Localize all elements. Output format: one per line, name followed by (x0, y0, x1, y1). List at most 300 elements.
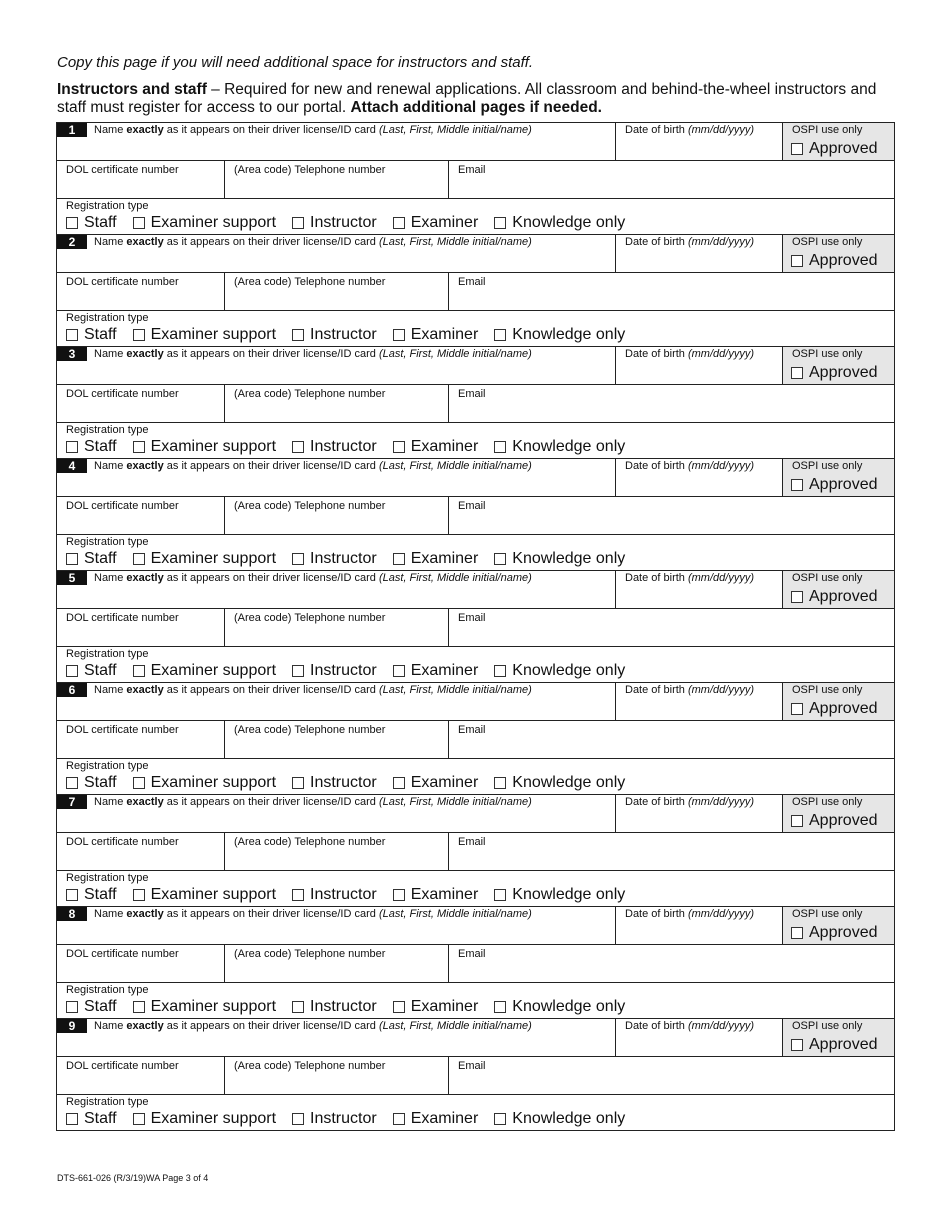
entry-row-name (57, 346, 894, 384)
dob-field[interactable] (616, 347, 783, 384)
instructor-checkbox[interactable] (292, 777, 304, 789)
name-label-pre: Name (94, 684, 127, 696)
dob-label (625, 908, 754, 920)
reg-option-instructor[interactable] (292, 886, 377, 904)
reg-option-examiner[interactable] (393, 550, 479, 568)
examiner-support-checkbox[interactable] (133, 329, 145, 341)
registration-options (66, 326, 641, 344)
name-label-mid: as it appears on their driver license/ID card (163, 908, 379, 920)
name-label-italic: (Last, First, Middle initial/name) (378, 796, 532, 808)
knowledge-only-label: Knowledge only (512, 326, 626, 343)
entry-row-contact (57, 720, 894, 758)
dol-certificate-field[interactable] (57, 945, 225, 982)
dob-label (625, 684, 754, 696)
dob-label-format: (mm/dd/yyyy) (687, 684, 754, 696)
approved-checkbox[interactable] (791, 255, 803, 267)
telephone-field[interactable] (225, 833, 449, 870)
reg-option-staff[interactable] (66, 326, 117, 344)
registration-type-label: Registration type (66, 424, 149, 436)
approved-checkbox[interactable] (791, 143, 803, 155)
intro-text: Required for new and renewal applications. All classroom and behind-the-wheel instructors and staff must register for access to our portal. (57, 81, 877, 116)
email-field[interactable] (449, 273, 894, 310)
approved-label: Approved (809, 924, 878, 941)
email-field[interactable] (449, 385, 894, 422)
staff-entry (57, 122, 894, 234)
reg-option-instructor[interactable] (292, 774, 377, 792)
approved-option[interactable] (791, 252, 878, 270)
reg-option-instructor[interactable] (292, 1110, 377, 1128)
dob-field[interactable] (616, 795, 783, 832)
dob-label (625, 796, 754, 808)
knowledge-only-checkbox[interactable] (494, 441, 506, 453)
email-label: Email (458, 724, 486, 736)
staff-label: Staff (84, 326, 117, 343)
dob-label-format: (mm/dd/yyyy) (687, 1020, 754, 1032)
knowledge-only-checkbox[interactable] (494, 889, 506, 901)
email-label: Email (458, 500, 486, 512)
knowledge-only-label: Knowledge only (512, 550, 626, 567)
name-field[interactable] (57, 795, 616, 832)
entry-row-name (57, 458, 894, 496)
reg-option-examiner-support[interactable] (133, 886, 276, 904)
staff-checkbox[interactable] (66, 329, 78, 341)
ospi-label: OSPI use only (792, 796, 863, 808)
approved-checkbox[interactable] (791, 367, 803, 379)
dob-label-format: (mm/dd/yyyy) (687, 124, 754, 136)
approved-checkbox[interactable] (791, 927, 803, 939)
registration-type-label: Registration type (66, 536, 149, 548)
knowledge-only-checkbox[interactable] (494, 217, 506, 229)
reg-option-examiner[interactable] (393, 326, 479, 344)
approved-label: Approved (809, 812, 878, 829)
name-label-italic: (Last, First, Middle initial/name) (378, 1020, 532, 1032)
examiner-checkbox[interactable] (393, 441, 405, 453)
name-label (94, 1020, 532, 1032)
registration-type-label: Registration type (66, 648, 149, 660)
dob-label (625, 348, 754, 360)
approved-option[interactable] (791, 924, 878, 942)
dob-label-text: Date of birth (625, 796, 688, 808)
instructor-checkbox[interactable] (292, 1113, 304, 1125)
entry-row-registration (57, 310, 894, 346)
approved-option[interactable] (791, 588, 878, 606)
examiner-checkbox[interactable] (393, 777, 405, 789)
name-field[interactable] (57, 907, 616, 944)
instructor-label: Instructor (310, 214, 377, 231)
examiner-support-label: Examiner support (150, 774, 277, 791)
reg-option-examiner-support[interactable] (133, 774, 276, 792)
name-label (94, 348, 532, 360)
reg-option-examiner[interactable] (393, 1110, 479, 1128)
reg-option-knowledge-only[interactable] (494, 326, 625, 344)
staff-entry (57, 234, 894, 346)
approved-checkbox[interactable] (791, 591, 803, 603)
approved-option[interactable] (791, 476, 878, 494)
dob-field[interactable] (616, 459, 783, 496)
reg-option-examiner-support[interactable] (133, 1110, 276, 1128)
email-label: Email (458, 164, 486, 176)
approved-checkbox[interactable] (791, 1039, 803, 1051)
name-field[interactable] (57, 123, 616, 160)
name-label (94, 796, 532, 808)
examiner-support-checkbox[interactable] (133, 1113, 145, 1125)
name-label-pre: Name (94, 796, 127, 808)
reg-option-examiner[interactable] (393, 214, 479, 232)
dob-label-format: (mm/dd/yyyy) (687, 572, 754, 584)
telephone-field[interactable] (225, 1057, 449, 1094)
instructor-checkbox[interactable] (292, 217, 304, 229)
approved-option[interactable] (791, 364, 878, 382)
reg-option-instructor[interactable] (292, 214, 377, 232)
intro-paragraph (57, 81, 897, 117)
approved-label: Approved (809, 476, 878, 493)
staff-checkbox[interactable] (66, 217, 78, 229)
staff-checkbox[interactable] (66, 1001, 78, 1013)
telephone-field[interactable] (225, 273, 449, 310)
name-label (94, 572, 532, 584)
dol-certificate-field[interactable] (57, 609, 225, 646)
reg-option-staff[interactable] (66, 662, 117, 680)
name-label-mid: as it appears on their driver license/ID card (163, 684, 379, 696)
staff-checkbox[interactable] (66, 441, 78, 453)
registration-options (66, 998, 641, 1016)
telephone-label: (Area code) Telephone number (234, 724, 386, 736)
instructor-checkbox[interactable] (292, 889, 304, 901)
entry-row-name (57, 1018, 894, 1056)
reg-option-knowledge-only[interactable] (494, 774, 625, 792)
examiner-support-checkbox[interactable] (133, 553, 145, 565)
reg-option-staff[interactable] (66, 550, 117, 568)
examiner-checkbox[interactable] (393, 329, 405, 341)
knowledge-only-checkbox[interactable] (494, 1113, 506, 1125)
approved-label: Approved (809, 252, 878, 269)
examiner-support-checkbox[interactable] (133, 777, 145, 789)
staff-label: Staff (84, 214, 117, 231)
entry-row-name (57, 122, 894, 160)
name-label-mid: as it appears on their driver license/ID card (163, 124, 379, 136)
examiner-checkbox[interactable] (393, 553, 405, 565)
name-label-italic: (Last, First, Middle initial/name) (378, 572, 532, 584)
examiner-checkbox[interactable] (393, 1113, 405, 1125)
telephone-label: (Area code) Telephone number (234, 948, 386, 960)
examiner-checkbox[interactable] (393, 665, 405, 677)
staff-entry (57, 794, 894, 906)
reg-option-knowledge-only[interactable] (494, 438, 625, 456)
knowledge-only-checkbox[interactable] (494, 1001, 506, 1013)
copy-note: Copy this page if you will need additional space for instructors and staff. (57, 54, 534, 71)
examiner-support-checkbox[interactable] (133, 441, 145, 453)
knowledge-only-label: Knowledge only (512, 214, 626, 231)
knowledge-only-checkbox[interactable] (494, 553, 506, 565)
examiner-support-label: Examiner support (150, 998, 277, 1015)
dol-certificate-field[interactable] (57, 497, 225, 534)
examiner-support-label: Examiner support (150, 326, 277, 343)
knowledge-only-label: Knowledge only (512, 662, 626, 679)
ospi-label: OSPI use only (792, 236, 863, 248)
registration-options (66, 886, 641, 904)
name-label-mid: as it appears on their driver license/ID card (163, 796, 379, 808)
email-label: Email (458, 948, 486, 960)
name-label-pre: Name (94, 124, 127, 136)
email-field[interactable] (449, 497, 894, 534)
reg-option-instructor[interactable] (292, 998, 377, 1016)
name-label-italic: (Last, First, Middle initial/name) (378, 348, 532, 360)
staff-checkbox[interactable] (66, 1113, 78, 1125)
entry-number: 9 (57, 1019, 87, 1033)
instructor-checkbox[interactable] (292, 441, 304, 453)
dob-field[interactable] (616, 1019, 783, 1056)
dob-label-format: (mm/dd/yyyy) (687, 348, 754, 360)
entry-row-registration (57, 758, 894, 794)
reg-option-staff[interactable] (66, 886, 117, 904)
dob-label-format: (mm/dd/yyyy) (687, 460, 754, 472)
reg-option-instructor[interactable] (292, 662, 377, 680)
instructor-label: Instructor (310, 550, 377, 567)
registration-type-label: Registration type (66, 872, 149, 884)
entry-number: 6 (57, 683, 87, 697)
instructor-checkbox[interactable] (292, 329, 304, 341)
name-label-italic: (Last, First, Middle initial/name) (378, 908, 532, 920)
name-label-pre: Name (94, 348, 127, 360)
entry-row-contact (57, 384, 894, 422)
name-label-italic: (Last, First, Middle initial/name) (378, 236, 532, 248)
examiner-label: Examiner (410, 550, 479, 567)
dob-label-text: Date of birth (625, 348, 688, 360)
name-label (94, 460, 532, 472)
dol-certificate-field[interactable] (57, 833, 225, 870)
knowledge-only-label: Knowledge only (512, 1110, 626, 1127)
telephone-field[interactable] (225, 945, 449, 982)
dob-field[interactable] (616, 235, 783, 272)
instructor-checkbox[interactable] (292, 553, 304, 565)
dob-label (625, 236, 754, 248)
registration-type-label: Registration type (66, 984, 149, 996)
examiner-checkbox[interactable] (393, 1001, 405, 1013)
instructor-checkbox[interactable] (292, 1001, 304, 1013)
approved-label: Approved (809, 588, 878, 605)
staff-checkbox[interactable] (66, 777, 78, 789)
reg-option-knowledge-only[interactable] (494, 998, 625, 1016)
dob-label-text: Date of birth (625, 908, 688, 920)
ospi-label: OSPI use only (792, 684, 863, 696)
reg-option-instructor[interactable] (292, 438, 377, 456)
name-field[interactable] (57, 235, 616, 272)
reg-option-knowledge-only[interactable] (494, 1110, 625, 1128)
reg-option-staff[interactable] (66, 438, 117, 456)
entry-row-contact (57, 832, 894, 870)
reg-option-examiner[interactable] (393, 774, 479, 792)
entry-number: 3 (57, 347, 87, 361)
entry-row-name (57, 794, 894, 832)
email-field[interactable] (449, 609, 894, 646)
reg-option-examiner-support[interactable] (133, 998, 276, 1016)
ospi-label: OSPI use only (792, 908, 863, 920)
approved-option[interactable] (791, 700, 878, 718)
reg-option-examiner-support[interactable] (133, 438, 276, 456)
dol-certificate-field[interactable] (57, 273, 225, 310)
entry-row-name (57, 234, 894, 272)
approved-option[interactable] (791, 812, 878, 830)
telephone-field[interactable] (225, 609, 449, 646)
approved-checkbox[interactable] (791, 703, 803, 715)
approved-label: Approved (809, 364, 878, 381)
reg-option-instructor[interactable] (292, 326, 377, 344)
name-label-bold: exactly (126, 124, 164, 136)
reg-option-examiner-support[interactable] (133, 550, 276, 568)
telephone-field[interactable] (225, 385, 449, 422)
reg-option-staff[interactable] (66, 214, 117, 232)
reg-option-staff[interactable] (66, 1110, 117, 1128)
registration-options (66, 214, 641, 232)
reg-option-examiner[interactable] (393, 438, 479, 456)
staff-label: Staff (84, 438, 117, 455)
email-field[interactable] (449, 1057, 894, 1094)
entry-row-contact (57, 1056, 894, 1094)
name-label (94, 124, 532, 136)
staff-checkbox[interactable] (66, 665, 78, 677)
entry-row-registration (57, 1094, 894, 1130)
dob-label-format: (mm/dd/yyyy) (687, 796, 754, 808)
approved-option[interactable] (791, 1036, 878, 1054)
reg-option-examiner-support[interactable] (133, 326, 276, 344)
dol-label: DOL certificate number (66, 612, 179, 624)
telephone-label: (Area code) Telephone number (234, 1060, 386, 1072)
examiner-label: Examiner (410, 886, 479, 903)
telephone-label: (Area code) Telephone number (234, 500, 386, 512)
name-field[interactable] (57, 571, 616, 608)
name-label-bold: exactly (126, 908, 164, 920)
dob-field[interactable] (616, 907, 783, 944)
telephone-field[interactable] (225, 497, 449, 534)
entry-row-contact (57, 272, 894, 310)
examiner-label: Examiner (410, 1110, 479, 1127)
examiner-checkbox[interactable] (393, 889, 405, 901)
approved-option[interactable] (791, 140, 878, 158)
staff-checkbox[interactable] (66, 553, 78, 565)
dob-label-text: Date of birth (625, 236, 688, 248)
examiner-support-label: Examiner support (150, 886, 277, 903)
dol-label: DOL certificate number (66, 836, 179, 848)
name-field[interactable] (57, 683, 616, 720)
instructor-label: Instructor (310, 886, 377, 903)
reg-option-knowledge-only[interactable] (494, 662, 625, 680)
email-field[interactable] (449, 833, 894, 870)
name-label-bold: exactly (126, 572, 164, 584)
telephone-label: (Area code) Telephone number (234, 276, 386, 288)
reg-option-staff[interactable] (66, 998, 117, 1016)
dob-label-text: Date of birth (625, 124, 688, 136)
ospi-use-only (783, 459, 894, 496)
dob-label-text: Date of birth (625, 572, 688, 584)
reg-option-examiner[interactable] (393, 886, 479, 904)
entry-row-contact (57, 160, 894, 198)
name-label-pre: Name (94, 236, 127, 248)
reg-option-knowledge-only[interactable] (494, 550, 625, 568)
staff-entry (57, 570, 894, 682)
name-label-bold: exactly (126, 796, 164, 808)
telephone-field[interactable] (225, 161, 449, 198)
dob-field[interactable] (616, 683, 783, 720)
examiner-checkbox[interactable] (393, 217, 405, 229)
examiner-label: Examiner (410, 774, 479, 791)
name-field[interactable] (57, 459, 616, 496)
staff-checkbox[interactable] (66, 889, 78, 901)
name-field[interactable] (57, 1019, 616, 1056)
dob-field[interactable] (616, 123, 783, 160)
name-label-pre: Name (94, 572, 127, 584)
entry-row-registration (57, 534, 894, 570)
reg-option-staff[interactable] (66, 774, 117, 792)
name-label-bold: exactly (126, 348, 164, 360)
entry-row-contact (57, 608, 894, 646)
registration-options (66, 662, 641, 680)
dol-certificate-field[interactable] (57, 161, 225, 198)
reg-option-examiner-support[interactable] (133, 214, 276, 232)
examiner-support-checkbox[interactable] (133, 889, 145, 901)
instructor-label: Instructor (310, 774, 377, 791)
ospi-use-only (783, 347, 894, 384)
dob-label (625, 460, 754, 472)
reg-option-examiner[interactable] (393, 998, 479, 1016)
email-field[interactable] (449, 945, 894, 982)
name-label (94, 684, 532, 696)
entry-row-registration (57, 422, 894, 458)
telephone-field[interactable] (225, 721, 449, 758)
dob-label-text: Date of birth (625, 684, 688, 696)
name-label-italic: (Last, First, Middle initial/name) (378, 684, 532, 696)
knowledge-only-checkbox[interactable] (494, 329, 506, 341)
entry-row-registration (57, 982, 894, 1018)
ospi-use-only (783, 795, 894, 832)
knowledge-only-checkbox[interactable] (494, 777, 506, 789)
staff-label: Staff (84, 662, 117, 679)
dol-certificate-field[interactable] (57, 385, 225, 422)
dol-certificate-field[interactable] (57, 721, 225, 758)
reg-option-knowledge-only[interactable] (494, 886, 625, 904)
examiner-support-checkbox[interactable] (133, 665, 145, 677)
name-label-bold: exactly (126, 1020, 164, 1032)
examiner-label: Examiner (410, 438, 479, 455)
entry-row-registration (57, 646, 894, 682)
email-label: Email (458, 612, 486, 624)
reg-option-examiner[interactable] (393, 662, 479, 680)
name-label-pre: Name (94, 908, 127, 920)
staff-entry (57, 1018, 894, 1130)
ospi-use-only (783, 907, 894, 944)
staff-entry (57, 346, 894, 458)
approved-checkbox[interactable] (791, 479, 803, 491)
staff-label: Staff (84, 774, 117, 791)
staff-entry (57, 682, 894, 794)
knowledge-only-checkbox[interactable] (494, 665, 506, 677)
instructor-checkbox[interactable] (292, 665, 304, 677)
dob-field[interactable] (616, 571, 783, 608)
approved-checkbox[interactable] (791, 815, 803, 827)
reg-option-knowledge-only[interactable] (494, 214, 625, 232)
reg-option-examiner-support[interactable] (133, 662, 276, 680)
ospi-label: OSPI use only (792, 348, 863, 360)
email-field[interactable] (449, 721, 894, 758)
dol-certificate-field[interactable] (57, 1057, 225, 1094)
reg-option-instructor[interactable] (292, 550, 377, 568)
registration-options (66, 438, 641, 456)
examiner-support-checkbox[interactable] (133, 1001, 145, 1013)
email-field[interactable] (449, 161, 894, 198)
name-field[interactable] (57, 347, 616, 384)
name-label-bold: exactly (126, 460, 164, 472)
examiner-support-checkbox[interactable] (133, 217, 145, 229)
intro-bold-tail: Attach additional pages if needed. (350, 99, 602, 116)
